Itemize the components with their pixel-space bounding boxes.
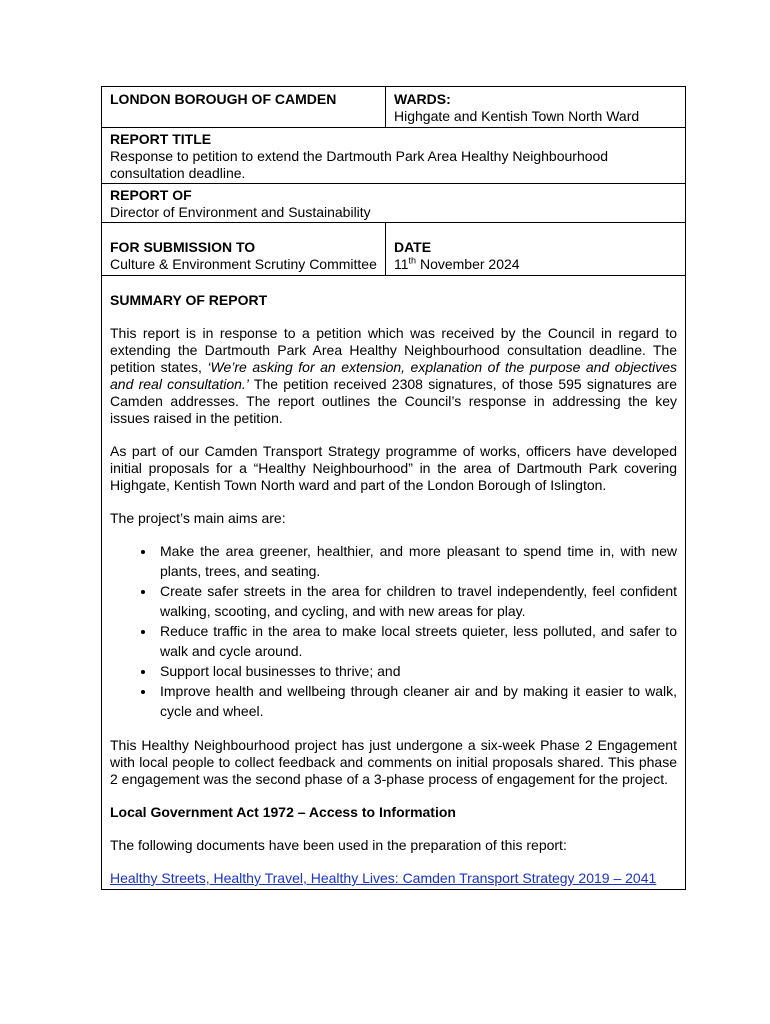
- lga-heading: Local Government Act 1972 – Access to Information: [110, 804, 456, 820]
- aims-list: [110, 541, 677, 721]
- aim-item: • Improve health and wellbeing through cleaner air and by making it easier to walk, cycle and wheel.: [156, 681, 677, 721]
- borough-cell: [102, 87, 386, 127]
- report-title-value: Response to petition to extend the Dartmouth Park Area Healthy Neighbourhood consultation deadline.: [110, 148, 609, 181]
- report-cover-table: [101, 86, 686, 890]
- report-of-value: Director of Environment and Sustainability: [110, 204, 371, 220]
- report-of-row: [102, 184, 685, 223]
- date-cell: [386, 223, 685, 275]
- submission-value: Culture & Environment Scrutiny Committee: [110, 256, 377, 272]
- summary-paragraph-2: As part of our Camden Transport Strategy programme of works, officers have developed initial proposals for a “Healthy Neighbourhood” in the area of Dartmouth Park covering Highgate, Kentish Town North ward and part of the London Borough of Islington.: [110, 443, 677, 493]
- wards-value: Highgate and Kentish Town North Ward: [394, 108, 640, 124]
- para1-start: This report is in response to a petition which was received by the Council in regard to extending the Dartmouth Park Area Healthy Neighbourhood consultation deadline. The petition states,: [110, 325, 677, 375]
- aims-intro: The project’s main aims are:: [110, 510, 286, 526]
- submission-label: FOR SUBMISSION TO: [110, 239, 256, 255]
- wards-label: WARDS:: [394, 91, 451, 107]
- lga-text: The following documents have been used in the preparation of this report:: [110, 837, 567, 853]
- aim-item: • Create safer streets in the area for children to travel independently, feel confident walking, scooting, and cycling, and with new areas for play.: [156, 581, 677, 621]
- aim-item: • Make the area greener, healthier, and more pleasant to spend time in, with new plants, trees, and seating.: [156, 541, 677, 581]
- summary-paragraph-1: [110, 325, 677, 427]
- date-value: [394, 256, 677, 273]
- summary-section: [102, 276, 685, 889]
- summary-paragraph-3: This Healthy Neighbourhood project has just undergone a six-week Phase 2 Engagement with local people to collect feedback and comments on initial proposals shared. This phase 2 engagement was the second phase of a 3-phase process of engagement for the project.: [110, 737, 677, 787]
- submission-cell: [102, 223, 386, 275]
- para1-end: The petition received 2308 signatures, of those 595 signatures are Camden addresses. The report outlines the Council’s response in addressing the key issues raised in the petition.: [110, 376, 677, 426]
- report-title-label: REPORT TITLE: [110, 131, 212, 147]
- date-rest: November 2024: [416, 256, 520, 272]
- borough-name: LONDON BOROUGH OF CAMDEN: [110, 91, 337, 107]
- link-paragraph: [110, 870, 677, 887]
- report-title-row: [102, 128, 685, 184]
- date-label: DATE: [394, 239, 432, 255]
- transport-strategy-link[interactable]: Healthy Streets, Healthy Travel, Healthy Lives: Camden Transport Strategy 2019 – 2041: [110, 870, 657, 886]
- header-row: [102, 87, 685, 128]
- wards-cell: [386, 87, 685, 127]
- date-suffix: th: [408, 255, 417, 266]
- report-of-label: REPORT OF: [110, 187, 192, 203]
- aim-item: • Reduce traffic in the area to make local streets quieter, less polluted, and safer to walk and cycle around.: [156, 621, 677, 661]
- aim-item: • Support local businesses to thrive; and: [156, 661, 677, 681]
- petition-quote: ‘We’re asking for an extension, explanation of the purpose and objectives and real consultation.’: [110, 359, 678, 392]
- date-day: 11: [394, 256, 409, 272]
- submission-row: [102, 223, 685, 276]
- summary-heading: SUMMARY OF REPORT: [110, 292, 268, 308]
